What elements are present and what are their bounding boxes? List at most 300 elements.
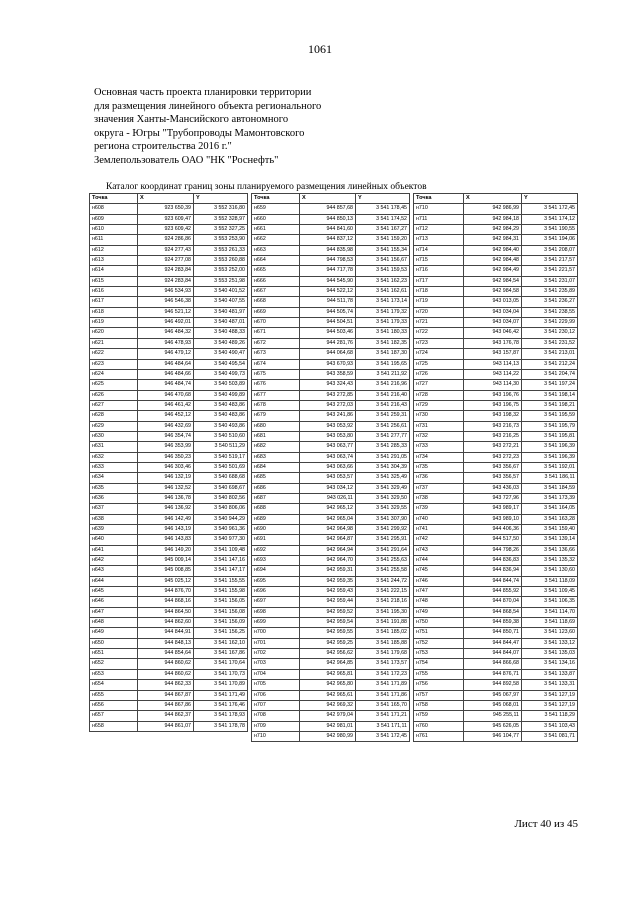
table-row [252, 545, 410, 555]
cell-point: н740 [414, 514, 464, 524]
cell-x: 944 861,07 [138, 721, 194, 731]
cell-x: 942 959,25 [300, 638, 356, 648]
cell-y: 3 553 261,33 [194, 245, 248, 255]
cell-point: н610 [90, 225, 138, 235]
cell-point: н713 [414, 235, 464, 245]
cell-y: 3 541 195,65 [356, 359, 410, 369]
cell-point: н754 [414, 659, 464, 669]
cell-y: 3 541 217,57 [522, 256, 578, 266]
table-row [252, 483, 410, 493]
table-row [252, 442, 410, 452]
table-row [414, 576, 578, 586]
cell-x: 944 850,13 [300, 214, 356, 224]
cell-point: н664 [252, 256, 300, 266]
cell-x: 942 984,48 [464, 256, 522, 266]
cell-x: 943 034,04 [464, 307, 522, 317]
cell-x: 924 277,43 [138, 245, 194, 255]
cell-point: н747 [414, 587, 464, 597]
cell-y: 3 541 179,68 [356, 649, 410, 659]
cell-x: 943 436,03 [464, 483, 522, 493]
cell-x: 943 053,80 [300, 431, 356, 441]
cell-point: н623 [90, 359, 138, 369]
cell-x: 944 867,86 [138, 700, 194, 710]
table-row [414, 618, 578, 628]
cell-x: 942 979,04 [300, 711, 356, 721]
cell-y: 3 541 173,14 [356, 297, 410, 307]
cell-y: 3 541 230,12 [522, 328, 578, 338]
table-row [252, 390, 410, 400]
cell-y: 3 541 133,87 [522, 669, 578, 679]
cell-y: 3 553 260,88 [194, 256, 248, 266]
cell-point: н620 [90, 328, 138, 338]
cell-x: 946 521,12 [138, 307, 194, 317]
cell-point: н756 [414, 680, 464, 690]
cell-y: 3 541 291,64 [356, 545, 410, 555]
cell-y: 3 552 328,97 [194, 214, 248, 224]
cell-x: 924 283,84 [138, 276, 194, 286]
cell-x: 946 136,92 [138, 504, 194, 514]
document-heading [94, 86, 514, 168]
cell-point: н744 [414, 556, 464, 566]
table-row [252, 504, 410, 514]
cell-x: 924 283,84 [138, 266, 194, 276]
cell-x: 942 965,80 [300, 680, 356, 690]
cell-y: 3 541 170,89 [194, 680, 248, 690]
cell-point: н704 [252, 669, 300, 679]
table-row [414, 380, 578, 390]
table-row [252, 587, 410, 597]
table-row [90, 235, 248, 245]
cell-x: 942 964,85 [300, 659, 356, 669]
table-row [252, 431, 410, 441]
table-row [90, 328, 248, 338]
table-row [414, 669, 578, 679]
cell-y: 3 541 171,49 [194, 690, 248, 700]
cell-point: н613 [90, 256, 138, 266]
cell-point: н657 [90, 711, 138, 721]
cell-point: н650 [90, 638, 138, 648]
cell-y: 3 541 155,55 [194, 576, 248, 586]
table-row [252, 473, 410, 483]
cell-x: 943 272,23 [464, 452, 522, 462]
cell-x: 943 272,85 [300, 390, 356, 400]
cell-x: 943 063,74 [300, 452, 356, 462]
cell-y: 3 541 162,10 [194, 638, 248, 648]
cell-y: 3 541 130,60 [522, 566, 578, 576]
table-row [90, 473, 248, 483]
cell-point: н726 [414, 369, 464, 379]
cell-x: 945 626,05 [464, 721, 522, 731]
cell-x: 943 198,32 [464, 411, 522, 421]
cell-y: 3 541 118,69 [522, 618, 578, 628]
cell-point: н761 [414, 731, 464, 741]
table-row [414, 256, 578, 266]
column-header-point: Точка [90, 194, 138, 204]
cell-point: н678 [252, 400, 300, 410]
cell-x: 944 844,74 [464, 576, 522, 586]
table-row [90, 680, 248, 690]
cell-y: 3 541 277,77 [356, 431, 410, 441]
table-row [252, 493, 410, 503]
cell-y: 3 541 192,01 [522, 462, 578, 472]
cell-point: н684 [252, 462, 300, 472]
cell-y: 3 541 285,33 [356, 442, 410, 452]
table-row [414, 328, 578, 338]
cell-point: н741 [414, 525, 464, 535]
cell-y: 3 541 216,43 [356, 400, 410, 410]
cell-y: 3 541 171,21 [356, 711, 410, 721]
cell-x: 942 984,40 [464, 245, 522, 255]
cell-y: 3 541 179,32 [356, 307, 410, 317]
cell-x: 942 980,99 [300, 731, 356, 741]
table-row [414, 400, 578, 410]
table-row [252, 225, 410, 235]
cell-x: 946 142,49 [138, 514, 194, 524]
table-row [414, 266, 578, 276]
table-row [414, 700, 578, 710]
cell-y: 3 541 109,48 [194, 545, 248, 555]
table-row [252, 266, 410, 276]
heading-line: региона строительства 2016 г." [94, 141, 232, 153]
table-row [252, 628, 410, 638]
cell-point: н752 [414, 638, 464, 648]
column-header-y: Y [356, 194, 410, 204]
cell-point: н625 [90, 380, 138, 390]
cell-point: н635 [90, 483, 138, 493]
cell-point: н615 [90, 276, 138, 286]
cell-point: н748 [414, 597, 464, 607]
cell-y: 3 541 156,67 [356, 256, 410, 266]
table-row [90, 659, 248, 669]
table-row [90, 545, 248, 555]
cell-y: 3 540 944,29 [194, 514, 248, 524]
cell-x: 944 855,92 [464, 587, 522, 597]
cell-y: 3 540 499,73 [194, 369, 248, 379]
cell-point: н658 [90, 721, 138, 731]
table-row [414, 690, 578, 700]
cell-x: 944 859,38 [464, 618, 522, 628]
table-row [414, 628, 578, 638]
cell-point: н728 [414, 390, 464, 400]
cell-point: н652 [90, 659, 138, 669]
cell-x: 943 989,17 [464, 504, 522, 514]
cell-y: 3 541 229,99 [522, 318, 578, 328]
cell-point: н683 [252, 452, 300, 462]
cell-y: 3 541 155,98 [194, 587, 248, 597]
table-header-row [90, 194, 248, 204]
column-header-point: Точка [414, 194, 464, 204]
cell-x: 945 068,01 [464, 700, 522, 710]
table-row [252, 287, 410, 297]
cell-point: н746 [414, 576, 464, 586]
table-row [90, 669, 248, 679]
cell-x: 943 176,78 [464, 338, 522, 348]
cell-point: н642 [90, 556, 138, 566]
cell-point: н729 [414, 400, 464, 410]
cell-point: н750 [414, 618, 464, 628]
cell-x: 944 406,36 [464, 525, 522, 535]
table-row [414, 349, 578, 359]
table-row [90, 597, 248, 607]
cell-point: н663 [252, 245, 300, 255]
cell-y: 3 541 255,63 [356, 556, 410, 566]
cell-y: 3 540 802,56 [194, 493, 248, 503]
cell-y: 3 541 195,59 [522, 411, 578, 421]
cell-y: 3 541 182,35 [356, 338, 410, 348]
cell-y: 3 541 197,24 [522, 380, 578, 390]
cell-x: 946 484,74 [138, 380, 194, 390]
table-row [252, 669, 410, 679]
table-row [252, 380, 410, 390]
table-row [252, 256, 410, 266]
column-header-x: X [300, 194, 356, 204]
cell-x: 923 650,39 [138, 204, 194, 214]
cell-x: 944 876,71 [464, 669, 522, 679]
cell-point: н722 [414, 328, 464, 338]
cell-x: 943 063,66 [300, 462, 356, 472]
table-row [252, 525, 410, 535]
cell-y: 3 541 172,45 [522, 204, 578, 214]
cell-y: 3 541 118,09 [522, 576, 578, 586]
cell-x: 944 862,37 [138, 711, 194, 721]
table-row [252, 649, 410, 659]
cell-point: н659 [252, 204, 300, 214]
cell-y: 3 541 178,45 [356, 204, 410, 214]
cell-point: н617 [90, 297, 138, 307]
cell-y: 3 541 139,14 [522, 535, 578, 545]
cell-x: 944 511,78 [300, 297, 356, 307]
cell-y: 3 541 187,30 [356, 349, 410, 359]
table-row [90, 256, 248, 266]
cell-y: 3 541 106,35 [522, 597, 578, 607]
heading-line: для размещения линейного объекта регионального [94, 100, 322, 112]
table-row [252, 235, 410, 245]
cell-y: 3 541 329,55 [356, 504, 410, 514]
cell-x: 944 876,70 [138, 587, 194, 597]
cell-point: н681 [252, 431, 300, 441]
table-row [90, 607, 248, 617]
cell-y: 3 541 081,71 [522, 731, 578, 741]
table-row [252, 328, 410, 338]
table-row [90, 380, 248, 390]
cell-point: н694 [252, 566, 300, 576]
table-header-row [414, 194, 578, 204]
cell-y: 3 541 194,06 [522, 235, 578, 245]
cell-x: 944 837,12 [300, 235, 356, 245]
cell-point: н671 [252, 328, 300, 338]
table-row [252, 421, 410, 431]
cell-y: 3 541 118,29 [522, 711, 578, 721]
cell-y: 3 540 483,86 [194, 411, 248, 421]
cell-y: 3 541 172,45 [356, 731, 410, 741]
cell-x: 924 286,86 [138, 235, 194, 245]
cell-x: 943 356,67 [464, 462, 522, 472]
cell-point: н616 [90, 287, 138, 297]
cell-x: 944 717,78 [300, 266, 356, 276]
cell-y: 3 552 316,80 [194, 204, 248, 214]
table-row [90, 318, 248, 328]
cell-x: 946 143,19 [138, 525, 194, 535]
cell-y: 3 540 511,29 [194, 442, 248, 452]
cell-y: 3 541 127,19 [522, 700, 578, 710]
cell-x: 943 053,57 [300, 473, 356, 483]
cell-y: 3 541 156,05 [194, 597, 248, 607]
table-row [252, 690, 410, 700]
cell-x: 943 063,77 [300, 442, 356, 452]
cell-x: 946 452,12 [138, 411, 194, 421]
cell-point: н757 [414, 690, 464, 700]
cell-y: 3 541 198,14 [522, 390, 578, 400]
cell-x: 943 241,86 [300, 411, 356, 421]
table-row [252, 338, 410, 348]
table-row [252, 566, 410, 576]
cell-x: 943 046,42 [464, 328, 522, 338]
cell-y: 3 540 495,54 [194, 359, 248, 369]
table-row [414, 338, 578, 348]
cell-point: н629 [90, 421, 138, 431]
cell-y: 3 541 147,16 [194, 556, 248, 566]
column-header-y: Y [194, 194, 248, 204]
table-row [414, 587, 578, 597]
cell-x: 944 841,60 [300, 225, 356, 235]
cell-x: 943 216,25 [464, 431, 522, 441]
cell-y: 3 541 259,31 [356, 411, 410, 421]
table-row [90, 700, 248, 710]
table-row [252, 638, 410, 648]
cell-x: 944 866,68 [464, 659, 522, 669]
cell-y: 3 541 325,49 [356, 473, 410, 483]
cell-point: н710 [414, 204, 464, 214]
cell-x: 944 867,87 [138, 690, 194, 700]
cell-point: н618 [90, 307, 138, 317]
cell-point: н622 [90, 349, 138, 359]
cell-y: 3 552 327,25 [194, 225, 248, 235]
cell-x: 946 350,23 [138, 452, 194, 462]
cell-y: 3 541 135,32 [522, 556, 578, 566]
table-row [90, 225, 248, 235]
cell-x: 946 354,74 [138, 431, 194, 441]
cell-point: н645 [90, 587, 138, 597]
cell-point: н705 [252, 680, 300, 690]
sheet-label: Лист 40 из 45 [514, 818, 578, 830]
cell-point: н686 [252, 483, 300, 493]
cell-y: 3 541 185,88 [356, 638, 410, 648]
table-row [90, 266, 248, 276]
table-row [414, 276, 578, 286]
cell-y: 3 541 198,21 [522, 400, 578, 410]
heading-line: значения Ханты-Мансийского автономного [94, 114, 289, 126]
cell-point: н675 [252, 369, 300, 379]
cell-y: 3 541 134,16 [522, 659, 578, 669]
cell-point: н733 [414, 442, 464, 452]
table-row [90, 628, 248, 638]
cell-y: 3 541 291,05 [356, 452, 410, 462]
table-row [414, 431, 578, 441]
cell-y: 3 541 204,74 [522, 369, 578, 379]
table-row [90, 618, 248, 628]
table-row [90, 400, 248, 410]
cell-y: 3 541 136,66 [522, 545, 578, 555]
table-row [414, 297, 578, 307]
cell-point: н643 [90, 566, 138, 576]
table-row [414, 556, 578, 566]
table-row [90, 287, 248, 297]
cell-x: 942 965,04 [300, 514, 356, 524]
cell-y: 3 541 164,05 [522, 504, 578, 514]
cell-x: 943 356,57 [464, 473, 522, 483]
table-row [90, 349, 248, 359]
cell-y: 3 540 977,30 [194, 535, 248, 545]
table-row [90, 390, 248, 400]
table-row [90, 369, 248, 379]
cell-point: н725 [414, 359, 464, 369]
cell-y: 3 541 195,30 [356, 607, 410, 617]
cell-point: н651 [90, 649, 138, 659]
cell-y: 3 541 196,39 [522, 442, 578, 452]
cell-point: н734 [414, 452, 464, 462]
coordinate-tables [89, 193, 579, 813]
table-row [90, 587, 248, 597]
cell-y: 3 541 185,02 [356, 628, 410, 638]
cell-y: 3 541 162,23 [356, 276, 410, 286]
cell-x: 943 324,43 [300, 380, 356, 390]
cell-x: 946 484,64 [138, 359, 194, 369]
table-row [414, 566, 578, 576]
table-row [90, 535, 248, 545]
table-row [252, 307, 410, 317]
cell-x: 943 114,13 [464, 359, 522, 369]
table-row [414, 483, 578, 493]
cell-point: н667 [252, 287, 300, 297]
cell-x: 946 534,93 [138, 287, 194, 297]
table-row [414, 204, 578, 214]
cell-y: 3 541 191,88 [356, 618, 410, 628]
cell-x: 942 984,54 [464, 276, 522, 286]
cell-point: н760 [414, 721, 464, 731]
cell-point: н692 [252, 545, 300, 555]
cell-point: н759 [414, 711, 464, 721]
cell-x: 944 504,51 [300, 318, 356, 328]
table-row [414, 287, 578, 297]
table-row [90, 690, 248, 700]
cell-point: н720 [414, 307, 464, 317]
cell-point: н715 [414, 256, 464, 266]
cell-point: н697 [252, 597, 300, 607]
table-row [252, 731, 410, 741]
table-row [90, 721, 248, 731]
cell-x: 924 277,08 [138, 256, 194, 266]
table-row [252, 359, 410, 369]
table-row [90, 214, 248, 224]
cell-x: 946 432,69 [138, 421, 194, 431]
cell-point: н755 [414, 669, 464, 679]
cell-y: 3 541 299,92 [356, 525, 410, 535]
cell-y: 3 541 244,72 [356, 576, 410, 586]
cell-y: 3 540 961,36 [194, 525, 248, 535]
cell-y: 3 540 519,17 [194, 452, 248, 462]
table-row [414, 359, 578, 369]
table-row [252, 514, 410, 524]
cell-x: 942 965,61 [300, 690, 356, 700]
cell-y: 3 553 253,90 [194, 235, 248, 245]
cell-x: 946 132,19 [138, 473, 194, 483]
cell-x: 942 964,94 [300, 545, 356, 555]
cell-point: н707 [252, 700, 300, 710]
cell-point: н666 [252, 276, 300, 286]
table-row [252, 214, 410, 224]
cell-x: 942 981,01 [300, 721, 356, 731]
cell-x: 944 522,12 [300, 287, 356, 297]
